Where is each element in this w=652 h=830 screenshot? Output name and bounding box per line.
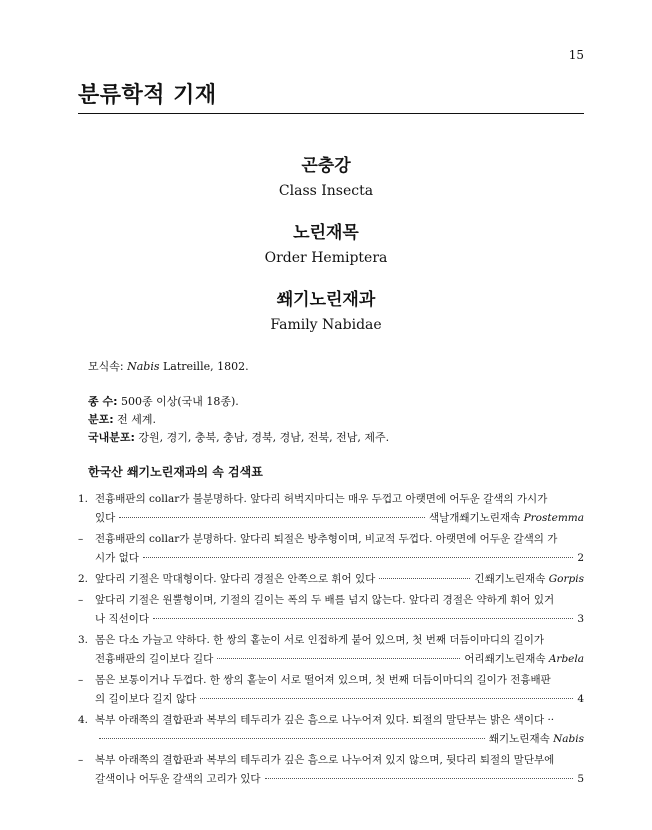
- key-result: [429, 509, 584, 528]
- leader-dots: [153, 618, 573, 619]
- section-title: 분류학적 기재: [78, 78, 584, 114]
- key-text: 나 직선이다: [95, 613, 150, 625]
- distribution-value: 전 세계.: [117, 413, 157, 426]
- taxon-family: [0, 289, 652, 335]
- leader-dots: [119, 517, 425, 518]
- species-value: 500종 이상(국내 18종).: [120, 395, 239, 408]
- type-genus-label: 모식속:: [88, 360, 124, 373]
- key-lead: [95, 549, 584, 568]
- key-lead: [95, 770, 584, 789]
- key-result-genus: Arbela: [548, 653, 584, 665]
- leader-dots: [99, 738, 485, 739]
- key-marker: –: [78, 533, 84, 545]
- key-result-korean: 쐐기노린재속: [488, 733, 550, 745]
- key-result-couplet: 2: [577, 552, 584, 564]
- key-lead: [95, 610, 584, 629]
- key-result-korean: 긴쐐기노린재속: [474, 573, 546, 585]
- taxon-family-latin: Family Nabidae: [270, 317, 382, 333]
- key-text: 복부 아래쪽의 결합판과 복부의 테두리가 깊은 흠으로 나누어져 있다. 퇴절의 말단부는 밝은 색이다 ··: [95, 714, 555, 726]
- key-result: [474, 570, 584, 589]
- taxon-class: [0, 155, 652, 201]
- key-entry: [78, 711, 584, 749]
- key-entry: [78, 631, 584, 669]
- leader-dots: [379, 578, 470, 579]
- key-text: 몸은 다소 가늘고 약하다. 한 쌍의 홑눈이 서로 인접하게 붙어 있으며, 첫 번째 더듬이마디의 길이가: [95, 634, 544, 646]
- key-text: 전흉배판의 길이보다 길다: [95, 653, 214, 665]
- key-result-genus: Gorpis: [548, 573, 584, 585]
- key-marker: 4.: [78, 714, 89, 726]
- key-marker: –: [78, 594, 84, 606]
- taxon-order-latin: Order Hemiptera: [264, 250, 388, 266]
- key-marker: 1.: [78, 493, 89, 505]
- key-result-korean: 색날개쐐기노린재속: [428, 512, 521, 524]
- key-text: 시가 없다: [95, 552, 139, 564]
- key-lead: [95, 570, 584, 589]
- leader-dots: [265, 778, 574, 779]
- key-marker: –: [78, 674, 84, 686]
- key-result: [489, 730, 584, 749]
- type-genus-author: Latreille, 1802.: [162, 360, 249, 373]
- taxon-order-korean: 노린재목: [293, 223, 359, 243]
- domestic-distribution-value: 강원, 경기, 충북, 충남, 경북, 경남, 전북, 전남, 제주.: [138, 431, 390, 444]
- species-label: 종 수:: [88, 395, 118, 408]
- key-text: 앞다리 기절은 막대형이다. 앞다리 경절은 안쪽으로 휘어 있다: [95, 573, 376, 585]
- key-entry: [78, 591, 584, 629]
- key-text: 앞다리 기절은 원뿔형이며, 기절의 길이는 폭의 두 배를 넘지 않는다. 앞다리 경절은 약하게 휘어 있거: [95, 594, 555, 606]
- species-line: [88, 393, 239, 411]
- taxon-class-korean: 곤충강: [301, 156, 351, 176]
- domestic-distribution-label: 국내분포:: [88, 431, 135, 444]
- key-entry: [78, 530, 584, 568]
- taxon-class-latin: Class Insecta: [278, 183, 374, 199]
- key-title: 한국산 쐐기노린재과의 속 검색표: [88, 465, 263, 479]
- distribution-line: [88, 411, 156, 429]
- domestic-distribution-line: [88, 429, 389, 447]
- key-result-couplet: 3: [577, 613, 584, 625]
- key-result-couplet: 4: [577, 693, 584, 705]
- key-result-genus: Nabis: [553, 733, 584, 745]
- key-entry: [78, 490, 584, 528]
- key-lead: [95, 650, 584, 669]
- key-text: 갈색이나 어두운 갈색의 고리가 있다: [95, 773, 261, 785]
- distribution-label: 분포:: [88, 413, 114, 426]
- key-text: 복부 아래쪽의 결합판과 복부의 테두리가 깊은 흠으로 나누어져 있지 않으며, 뒷다리 퇴절의 말단부에: [95, 754, 555, 766]
- key-marker: 2.: [78, 573, 89, 585]
- key-result-korean: 어리쐐기노린재속: [464, 653, 546, 665]
- taxon-family-korean: 쐐기노린재과: [276, 290, 376, 310]
- key-entry: [78, 570, 584, 589]
- type-genus-name: Nabis: [127, 360, 160, 373]
- key-text: 의 길이보다 길지 않다: [95, 693, 197, 705]
- leader-dots: [200, 698, 573, 699]
- type-genus-line: [88, 358, 249, 376]
- page-number: 15: [568, 48, 584, 62]
- key-text: 몸은 보통이거나 두껍다. 한 쌍의 홑눈이 서로 떨어져 있으며, 첫 번째 더듬이마디의 길이가 전흉배판: [95, 674, 551, 686]
- leader-dots: [143, 557, 573, 558]
- key-marker: 3.: [78, 634, 89, 646]
- leader-dots: [217, 658, 460, 659]
- key-result-genus: Prostemma: [523, 512, 584, 524]
- key-lead: [95, 509, 584, 528]
- key-text: 전흉배판의 collar가 분명하다. 앞다리 퇴절은 방추형이며, 비교적 두껍다. 아랫면에 어두운 갈색의 가: [95, 533, 558, 545]
- key-result-couplet: 5: [577, 773, 584, 785]
- taxon-order: [0, 222, 652, 268]
- key-lead: [95, 690, 584, 709]
- key-entry: [78, 671, 584, 709]
- key-text: 있다: [95, 512, 116, 524]
- key-marker: –: [78, 754, 84, 766]
- key-text: 전흉배판의 collar가 불분명하다. 앞다리 허벅지마디는 매우 두껍고 아랫면에 어두운 갈색의 가시가: [95, 493, 548, 505]
- key-lead: [95, 730, 584, 749]
- key-entry: [78, 751, 584, 789]
- key-result: [464, 650, 584, 669]
- identification-key: [78, 490, 584, 791]
